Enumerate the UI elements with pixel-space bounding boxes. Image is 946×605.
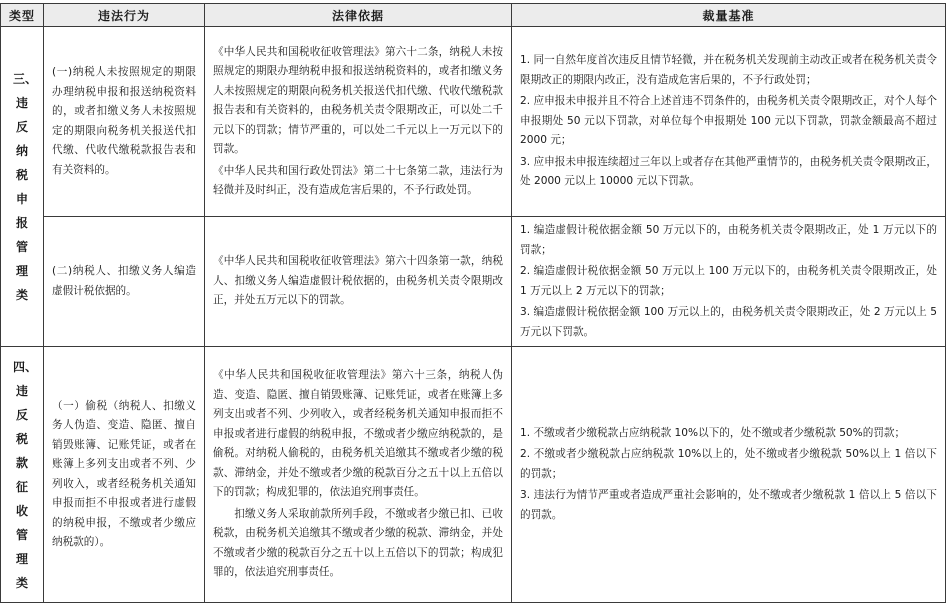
standard-item: 2. 不缴或者少缴税款占应纳税款 10%以上的，处不缴或者少缴税款 50%以上 1 倍以下的罚款； <box>520 448 937 480</box>
legal-basis-paragraph: 扣缴义务人采取前款所列手段，不缴或者少缴已扣、已收税款，由税务机关追缴其不缴或者少缴的税款、滞纳金，并处不缴或者少缴的税款百分之五十以上五倍以下的罚款；构成犯罪的，依法追究刑事责任。 <box>213 507 503 579</box>
header-standard: 裁量基准 <box>512 4 946 27</box>
penalty-discretion-table <box>0 3 946 603</box>
standard-item: 3. 违法行为情节严重或者造成严重社会影响的，处不缴或者少缴税款 1 倍以上 5 倍以下的罚款。 <box>520 489 937 521</box>
standard-item: 1. 编造虚假计税依据金额 50 万元以下的，由税务机关责令限期改正，处 1 万元以下的罚款； <box>520 224 937 256</box>
legal-basis-cell <box>205 347 512 603</box>
category-label: 四、违反税款征收管理类 <box>13 359 38 590</box>
violation-cell <box>44 217 205 347</box>
table-row <box>1 27 946 217</box>
category-cell <box>1 347 44 603</box>
legal-basis-paragraph: 《中华人民共和国税收征收管理法》第六十二条，纳税人未按照规定的期限办理纳税申报和报送纳税资料的，或者扣缴义务人未按照规定的期限向税务机关报送代扣代缴、代收代缴税款报告表和有关资料的，由税务机关责令限期改正，可以处二千元以下的罚款；情节严重的，可以处二千元以上一万元以下的罚款。 <box>213 45 503 155</box>
standard-item: 1. 不缴或者少缴税款占应纳税款 10%以下的，处不缴或者少缴税款 50%的罚款； <box>520 426 906 439</box>
header-legal-basis: 法律依据 <box>205 4 512 27</box>
violation-text: (二)纳税人、扣缴义务人编造虚假计税依据的。 <box>52 265 196 297</box>
table-row <box>1 347 946 603</box>
table-header-row <box>1 4 946 27</box>
standard-cell <box>512 217 946 347</box>
violation-cell <box>44 27 205 217</box>
violation-text: (一)纳税人未按照规定的期限办理纳税申报和报送纳税资料的，或者扣缴义务人未按照规定的期限向税务机关报送代扣代缴、代收代缴税款报告表和有关资料的。 <box>52 66 196 176</box>
violation-text: （一）偷税（纳税人、扣缴义务人伪造、变造、隐匿、擅自销毁账簿、记账凭证，或者在账簿上多列支出或者不列、少列收入，或者经税务机关通知申报而拒不申报或者进行虚假的纳税申报，不缴或者少缴应纳税款的）。 <box>52 399 196 548</box>
standard-item: 3. 编造虚假计税依据金额 100 万元以上的，由税务机关责令限期改正，处 2 万元以上 5 万元以下罚款。 <box>520 306 937 338</box>
legal-basis-cell <box>205 27 512 217</box>
legal-basis-paragraph: 《中华人民共和国税收征收管理法》第六十四条第一款，纳税人、扣缴义务人编造虚假计税依据的，由税务机关责令限期改正，并处五万元以下的罚款。 <box>213 255 503 307</box>
header-type: 类型 <box>1 4 44 27</box>
category-label: 三、违反纳税申报管理类 <box>13 71 38 302</box>
standard-item: 2. 应申报未申报并且不符合上述首违不罚条件的，由税务机关责令限期改正，对个人每个申报期处 50 元以下罚款，对单位每个申报期处 100 元以下罚款，罚款金额最高不超过 2000 元； <box>520 95 937 147</box>
standard-item: 1. 同一自然年度首次违反且情节轻微，并在税务机关发现前主动改正或者在税务机关责令限期改正的期限内改正，没有造成危害后果的，不予行政处罚； <box>520 54 937 86</box>
table-row <box>1 217 946 347</box>
violation-cell <box>44 347 205 603</box>
standard-cell <box>512 347 946 603</box>
header-violation: 违法行为 <box>44 4 205 27</box>
standard-item: 2. 编造虚假计税依据金额 50 万元以上 100 万元以下的，由税务机关责令限期改正，处 1 万元以上 2 万元以下的罚款； <box>520 265 937 297</box>
standard-cell <box>512 27 946 217</box>
legal-basis-cell <box>205 217 512 347</box>
standard-item: 3. 应申报未申报连续超过三年以上或者存在其他严重情节的，由税务机关责令限期改正，处 2000 元以上 10000 元以下罚款。 <box>520 155 937 188</box>
legal-basis-paragraph: 《中华人民共和国行政处罚法》第二十七条第二款，违法行为轻微并及时纠正，没有造成危害后果的，不予行政处罚。 <box>213 164 503 196</box>
category-cell <box>1 27 44 347</box>
legal-basis-paragraph: 《中华人民共和国税收征收管理法》第六十三条，纳税人伪造、变造、隐匿、擅自销毁账簿、记账凭证，或者在账簿上多列支出或者不列、少列收入，或者经税务机关通知申报而拒不申报或者进行虚假的纳税申报，不缴或者少缴应纳税款的，是偷税。对纳税人偷税的，由税务机关追缴其不缴或者少缴的税款、滞纳金，并处不缴或者少缴的税款百分之五十以上五倍以下的罚款；构成犯罪的，依法追究刑事责任。 <box>213 369 503 499</box>
